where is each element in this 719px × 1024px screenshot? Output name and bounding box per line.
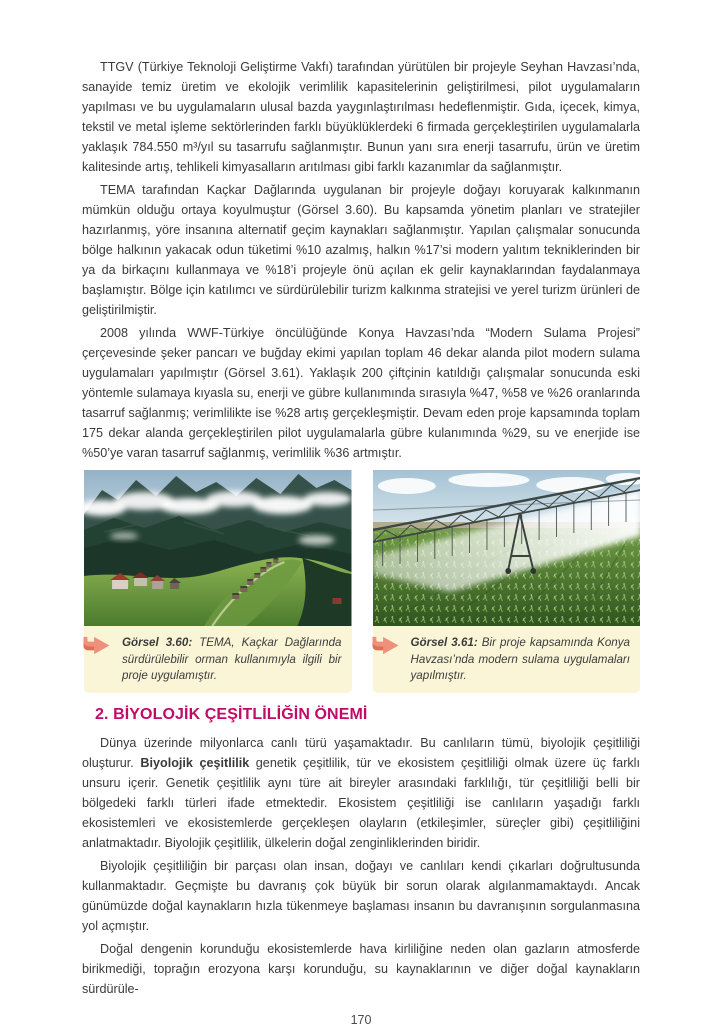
page-number: 170 <box>350 1012 372 1024</box>
figure-caption <box>411 635 631 685</box>
irrigation-system-photo <box>373 470 641 626</box>
figure-caption-box <box>84 626 352 693</box>
paragraph-human-impact: Biyolojik çeşitliliğin bir parçası olan insan, doğayı ve canlıları kendi çıkarları doğrultusunda kullanmaktadır. Geçmişte bu davranış çok büyük bir sorun olarak algılanmamaktaydı. Ancak günümüzde doğal kaynakların hızla tükenmeye başlaması insanın bu davranışının sorgulanmasına yol açmıştır. <box>82 858 640 933</box>
figure-gorsel-3-60 <box>84 470 352 693</box>
bold-term-biyolojik-cesitlilik: Biyolojik çeşitlilik <box>140 755 250 770</box>
section-heading: 2. BİYOLOJİK ÇEŞİTLİLİĞİN ÖNEMİ <box>95 705 368 723</box>
figure-caption <box>122 635 342 685</box>
figures-row <box>84 470 640 693</box>
figure-label: Görsel 3.61: <box>410 636 478 649</box>
kackar-mountains-photo <box>84 470 352 626</box>
figure-caption-box <box>373 626 641 693</box>
figure-caption-body: TEMA, Kaçkar Dağlarında sürdürülebilir orman kullanımıyla ilgili bir proje uygulamıştır. <box>122 636 342 682</box>
paragraph-tema: TEMA tarafından Kaçkar Dağlarında uygulanan bir projeyle doğayı koruyarak kalkınmanın mümkün olduğu ortaya koyulmuştur (Görsel 3.60). Bu kapsamda yönetim planları ve stratejiler hazırlanmış, yöre insanına alternatif geçim kaynakları sağlanmıştır. Yapılan çalışmalar sonucunda bölge halkının yakacak odun tüketimi %10 azalmış, halkın %17’si modern yalıtım tekniklerinden bir ya da birkaçını kullanmaya ve %18’i projeyle önü açılan ek gelir kaynaklarından faydalanmaya başlamıştır. Bölge için katılımcı ve sürdürülebilir turizm kalkınma stratejisi ve yerel turizm ürünleri de geliştirilmiştir. <box>82 183 640 317</box>
paragraph-rest: genetik çeşitlilik, tür ve ekosistem çeşitliliği olmak üzere üç farklı unsuru içerir. Genetik çeşitlilik aynı türe ait bireyler arasındaki farklılığı, tür çeşitliliği belli bir bölgedeki farklı türleri ifade etmektedir. Ekosistem çeşitliliği ise canlıların yaşadığı farklı ekosistemleri ve ekosistemlerde gerçekleşen olayların (etkileşimler, süreçler gibi) çeşitliliğini anlatmaktadır. Biyolojik çeşitlilik, ülkelerin doğal zenginliklerinden biridir. <box>82 755 640 850</box>
paragraph-lead: Dünya üzerinde milyonlarca canlı türü yaşamaktadır. Bu canlıların tümü, biyolojik çeşitliliği oluşturur. <box>82 735 640 770</box>
paragraph-natural-balance: Doğal dengenin korunduğu ekosistemlerde hava kirliliğine neden olan gazların atmosferde birikmediği, toprağın erozyona karşı korunduğu, su kaynaklarının ve diğer doğal kaynakların sürdürüle- <box>82 941 640 996</box>
figure-gorsel-3-61 <box>373 470 641 693</box>
paragraph-wwf: 2008 yılında WWF-Türkiye öncülüğünde Konya Havzası’nda “Modern Sulama Projesi” çerçevesinde şeker pancarı ve buğday ekimi yapılan toplam 46 dekar alanda pilot modern sulama uygulamaları yapılmıştır (Görsel 3.61). Yaklaşık 200 çiftçinin katıldığı çalışmalar sonucunda eski yöntemle sulamaya kıyasla su, enerji ve gübre kullanımında sırasıyla %47, %58 ve %26 oranlarında tasarruf sağlanmış; verimlilikte ise %28 artış gerçekleşmiştir. Devam eden proje kapsamında toplam 175 dekar alanda gerçekleştirilen pilot uygulamalarla gübre kulanımında %29, su ve enerjide ise %50’ye varan tasarruf sağlanmış, verimlilik %36 artmıştır. <box>82 326 640 460</box>
paragraph-ttgv: TTGV (Türkiye Teknoloji Geliştirme Vakfı) tarafından yürütülen bir projeyle Seyhan Havzası’nda, sanayide temiz üretim ve ekolojik verimlilik kapasitelerinin geliştirilmesi, pilot uygulamaların yapılması ve bu uygulamaların ulusal bazda yaygınlaştırılması hedeflenmiştir. Gıda, içecek, kimya, tekstil ve metal işleme sektörlerinden farklı büyüklüklerdeki 6 firmada gerçekleştirilen uygulamalarla yaklaşık 784.550 m³/yıl su tasarrufu sağlanmıştır. Bunun yanı sıra enerji tasarrufu, ürün ve üretim kalitesinde artış, tehlikeli kimyasalların arıtılması gibi farklı kazanımlar da sağlanmıştır. <box>82 60 640 174</box>
figure-label: Görsel 3.60: <box>122 636 193 649</box>
caption-arrow-icon <box>79 633 113 658</box>
figure-caption-body: Bir proje kapsamında Konya Havzası’nda modern sulama uygulamaları yapılmıştır. <box>410 636 630 682</box>
caption-arrow-icon <box>368 633 402 658</box>
paragraph-biodiversity-intro <box>82 733 640 853</box>
